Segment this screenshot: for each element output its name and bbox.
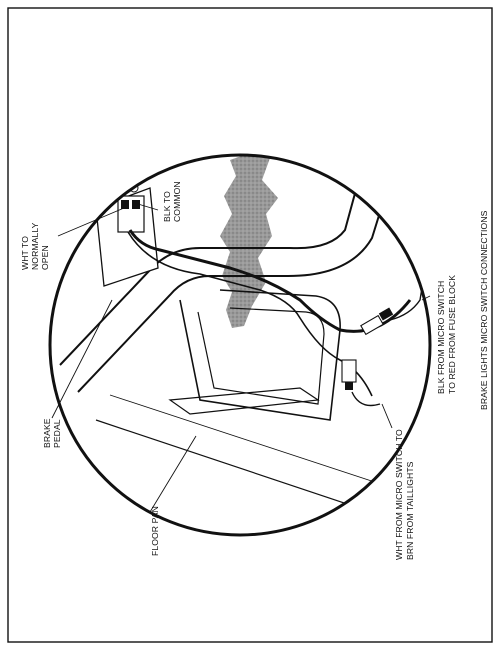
label-line: WHT TO [20, 235, 30, 270]
terminal-normally-open [121, 200, 129, 209]
label-line: PEDAL [52, 419, 62, 448]
label-wht-to-normally-open [20, 222, 50, 270]
figure-caption: BRAKE LIGHTS MICRO SWITCH CONNECTIONS [479, 210, 489, 410]
label-brake-pedal [42, 418, 62, 448]
label-line: WHT FROM MICRO SWITCH TO [394, 429, 404, 560]
label-line: BLK TO [162, 191, 172, 222]
label-line: NORMALLY [30, 222, 40, 270]
label-line: OPEN [40, 245, 50, 270]
label-line: BRAKE [42, 418, 52, 448]
label-line: BLK FROM MICRO SWITCH [436, 280, 446, 394]
label-blk-from-micro-switch [436, 275, 457, 394]
detail-view [40, 150, 440, 550]
label-line: BRN FROM TAILLIGHTS [405, 461, 415, 560]
label-wht-from-micro-switch [394, 429, 415, 560]
label-line: TO RED FROM FUSE BLOCK [447, 274, 457, 394]
label-floor-pan: FLOOR PAN [150, 506, 160, 556]
label-line: COMMON [172, 181, 182, 222]
